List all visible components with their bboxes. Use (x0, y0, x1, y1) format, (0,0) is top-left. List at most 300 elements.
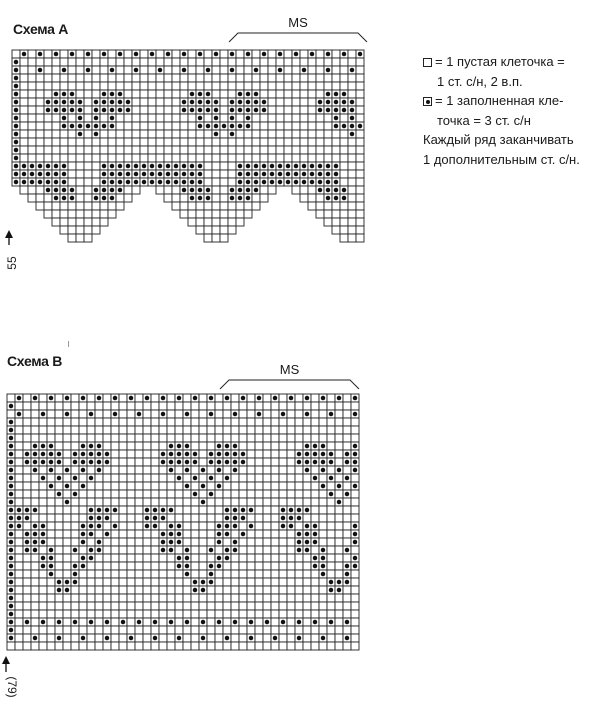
chart-b-cell (255, 538, 263, 546)
chart-a-dot (14, 180, 18, 184)
chart-b-cell (319, 602, 327, 610)
chart-a-cell (196, 146, 204, 154)
chart-a-cell (204, 154, 212, 162)
chart-b-cell (255, 618, 263, 626)
chart-b-cell (63, 514, 71, 522)
chart-b-cell (255, 514, 263, 522)
legend (423, 52, 599, 169)
chart-b-cell (71, 394, 79, 402)
chart-a-cell (172, 202, 180, 210)
chart-b-cell (287, 402, 295, 410)
chart-b-cell (191, 618, 199, 626)
chart-b-cell (143, 530, 151, 538)
chart-a-cell (124, 186, 132, 194)
chart-a-cell (36, 202, 44, 210)
chart-b-cell (231, 394, 239, 402)
chart-b-dot (353, 412, 357, 416)
chart-b-dot (305, 548, 309, 552)
chart-b-cell (47, 610, 55, 618)
chart-b-cell (327, 506, 335, 514)
chart-b-dot (41, 460, 45, 464)
chart-b-cell (55, 602, 63, 610)
chart-b-cell (215, 578, 223, 586)
chart-a-cell (204, 162, 212, 170)
chart-b-cell (175, 498, 183, 506)
chart-b-cell (327, 642, 335, 650)
chart-b-cell (23, 634, 31, 642)
chart-b-cell (159, 578, 167, 586)
chart-a-cell (52, 202, 60, 210)
chart-b-cell (23, 642, 31, 650)
chart-b-cell (95, 618, 103, 626)
chart-a-cell (300, 74, 308, 82)
chart-a-dot (334, 172, 338, 176)
chart-b-cell (207, 434, 215, 442)
chart-b-dot (81, 532, 85, 536)
chart-b-cell (103, 586, 111, 594)
chart-a-dot (270, 172, 274, 176)
chart-b-dot (225, 444, 229, 448)
chart-b-cell (135, 490, 143, 498)
chart-b-dot (97, 396, 101, 400)
chart-b-cell (159, 418, 167, 426)
chart-b-cell (247, 514, 255, 522)
chart-b-cell (159, 610, 167, 618)
chart-b-cell (103, 482, 111, 490)
chart-b-cell (95, 578, 103, 586)
chart-b-dot (89, 412, 93, 416)
chart-b-cell (207, 442, 215, 450)
chart-b-dot (233, 540, 237, 544)
chart-a-cell (116, 194, 124, 202)
chart-a-dot (214, 108, 218, 112)
chart-b-cell (247, 554, 255, 562)
chart-b-cell (287, 562, 295, 570)
chart-b-cell (151, 610, 159, 618)
chart-a-dot (94, 108, 98, 112)
chart-a-cell (76, 162, 84, 170)
chart-a-cell (116, 122, 124, 130)
chart-a-cell (332, 146, 340, 154)
chart-a-title: Схема A (13, 21, 69, 37)
chart-b-cell (231, 474, 239, 482)
chart-b-dot (9, 636, 13, 640)
chart-b-dot (321, 444, 325, 448)
chart-b-cell (327, 426, 335, 434)
chart-b-dot (9, 588, 13, 592)
chart-a-cell (132, 154, 140, 162)
chart-a-cell (356, 178, 364, 186)
chart-b-cell (199, 522, 207, 530)
chart-b-dot (41, 540, 45, 544)
chart-b-cell (239, 578, 247, 586)
chart-b-cell (119, 410, 127, 418)
chart-a-dot (350, 108, 354, 112)
chart-b-cell (239, 490, 247, 498)
chart-a-dot (94, 196, 98, 200)
chart-b-cell (15, 402, 23, 410)
chart-b-cell (343, 434, 351, 442)
chart-b-cell (239, 474, 247, 482)
chart-a-cell (356, 210, 364, 218)
chart-a-cell (260, 130, 268, 138)
chart-b-cell (119, 610, 127, 618)
chart-a-dot (150, 164, 154, 168)
chart-b-cell (351, 434, 359, 442)
chart-a-cell (84, 98, 92, 106)
chart-b-cell (119, 474, 127, 482)
chart-b-cell (191, 466, 199, 474)
chart-a-cell (356, 130, 364, 138)
chart-b-dot (353, 524, 357, 528)
chart-a-dot (278, 172, 282, 176)
chart-b-cell (39, 426, 47, 434)
chart-a-dot (230, 188, 234, 192)
chart-b-cell (23, 570, 31, 578)
chart-b-cell (111, 514, 119, 522)
chart-a-cell (332, 226, 340, 234)
chart-a-dot (310, 180, 314, 184)
chart-a-cell (100, 154, 108, 162)
chart-b-cell (87, 482, 95, 490)
chart-b-cell (135, 586, 143, 594)
chart-b-dot (177, 452, 181, 456)
chart-b-cell (263, 586, 271, 594)
chart-b-cell (207, 402, 215, 410)
chart-a-cell (68, 162, 76, 170)
chart-b-dot (81, 468, 85, 472)
chart-b-cell (231, 642, 239, 650)
chart-b-cell (279, 450, 287, 458)
chart-b-cell (287, 546, 295, 554)
chart-b-cell (79, 402, 87, 410)
chart-b-cell (127, 642, 135, 650)
chart-b-cell (111, 530, 119, 538)
chart-b-cell (263, 570, 271, 578)
chart-b-cell (167, 626, 175, 634)
chart-b-cell (15, 626, 23, 634)
chart-b-cell (39, 610, 47, 618)
chart-b-dot (321, 452, 325, 456)
chart-a-dot (54, 180, 58, 184)
chart-a-cell (220, 210, 228, 218)
chart-b-cell (191, 570, 199, 578)
chart-a-dot (326, 68, 330, 72)
chart-b-dot (313, 620, 317, 624)
chart-b-dot (9, 460, 13, 464)
chart-a-dot (238, 180, 242, 184)
chart-a-dot (190, 100, 194, 104)
chart-b-cell (39, 506, 47, 514)
chart-b-cell (175, 546, 183, 554)
chart-b-cell (103, 546, 111, 554)
chart-a-cell (316, 154, 324, 162)
chart-b-cell (39, 626, 47, 634)
chart-b-cell (215, 434, 223, 442)
chart-b-cell (239, 418, 247, 426)
chart-a-dot (102, 180, 106, 184)
chart-b-cell (199, 514, 207, 522)
chart-a-cell (180, 130, 188, 138)
chart-b-cell (159, 442, 167, 450)
chart-a-ms-bracket-line (229, 33, 367, 42)
chart-a-dot (262, 100, 266, 104)
chart-b-dot (321, 460, 325, 464)
chart-b-cell (271, 418, 279, 426)
chart-b-dot (9, 564, 13, 568)
chart-b-dot (193, 588, 197, 592)
chart-b-dot (209, 572, 213, 576)
chart-b-cell (263, 506, 271, 514)
chart-a-cell (292, 106, 300, 114)
chart-b-cell (351, 618, 359, 626)
chart-b-dot (249, 620, 253, 624)
chart-a-dot (246, 180, 250, 184)
chart-b-cell (47, 490, 55, 498)
chart-b-cell (263, 602, 271, 610)
chart-a-dot (190, 196, 194, 200)
chart-b-dot (145, 508, 149, 512)
chart-b-cell (119, 458, 127, 466)
chart-b-dot (57, 588, 61, 592)
chart-a-dot (62, 180, 66, 184)
chart-b-cell (231, 482, 239, 490)
chart-a-dot (246, 92, 250, 96)
chart-b-cell (79, 642, 87, 650)
chart-a-cell (316, 138, 324, 146)
chart-b-cell (151, 450, 159, 458)
chart-a-cell (92, 90, 100, 98)
chart-b-cell (159, 466, 167, 474)
chart-b-dot (289, 524, 293, 528)
chart-b-cell (231, 490, 239, 498)
chart-b-cell (239, 402, 247, 410)
chart-b-cell (79, 626, 87, 634)
chart-b-cell (39, 546, 47, 554)
chart-b-dot (33, 460, 37, 464)
chart-a-dot (246, 100, 250, 104)
chart-a-cell (132, 106, 140, 114)
chart-b-dot (161, 396, 165, 400)
chart-a-cell (260, 154, 268, 162)
chart-b-cell (343, 602, 351, 610)
chart-b-dot (337, 588, 341, 592)
chart-b-dot (185, 564, 189, 568)
chart-a-dot (62, 108, 66, 112)
chart-a-cell (28, 122, 36, 130)
chart-b-dot (257, 396, 261, 400)
chart-a-cell (132, 58, 140, 66)
chart-b-cell (135, 466, 143, 474)
chart-b-cell (159, 554, 167, 562)
chart-b-dot (297, 452, 301, 456)
chart-b-cell (175, 402, 183, 410)
chart-b-cell (135, 594, 143, 602)
chart-a-cell (316, 130, 324, 138)
chart-b-cell (111, 610, 119, 618)
chart-b-cell (303, 498, 311, 506)
chart-b-dot (241, 452, 245, 456)
chart-a-cell (252, 58, 260, 66)
chart-b-cell (111, 482, 119, 490)
chart-a-cell (356, 186, 364, 194)
chart-b-cell (287, 626, 295, 634)
chart-a-cell (348, 162, 356, 170)
chart-a-cell (292, 138, 300, 146)
chart-b-dot (41, 412, 45, 416)
chart-b-cell (271, 426, 279, 434)
chart-b-cell (207, 506, 215, 514)
chart-b-dot (345, 572, 349, 576)
chart-a-cell (132, 138, 140, 146)
chart-b-cell (231, 562, 239, 570)
chart-b-cell (135, 562, 143, 570)
chart-b-cell (119, 482, 127, 490)
chart-b-cell (47, 618, 55, 626)
chart-b-cell (351, 642, 359, 650)
chart-b-cell (287, 586, 295, 594)
chart-a-cell (300, 122, 308, 130)
chart-a-dot (206, 108, 210, 112)
chart-b-cell (31, 626, 39, 634)
chart-b-cell (63, 506, 71, 514)
chart-a-cell (340, 202, 348, 210)
chart-b-cell (199, 426, 207, 434)
chart-b-cell (319, 530, 327, 538)
chart-b-cell (167, 578, 175, 586)
chart-b-cell (223, 402, 231, 410)
chart-b-cell (47, 586, 55, 594)
chart-b-cell (303, 586, 311, 594)
chart-b-cell (151, 586, 159, 594)
chart-a-cell (212, 90, 220, 98)
chart-b-dot (81, 524, 85, 528)
chart-a-dot (318, 100, 322, 104)
chart-b-cell (271, 570, 279, 578)
chart-b-cell (119, 418, 127, 426)
chart-b-cell (39, 490, 47, 498)
chart-b-cell (103, 426, 111, 434)
chart-a-cell (204, 50, 212, 58)
chart-b-cell (71, 602, 79, 610)
chart-b-cell (335, 402, 343, 410)
chart-b-dot (9, 508, 13, 512)
chart-a-cell (244, 58, 252, 66)
chart-b-cell (239, 410, 247, 418)
chart-a-dot (198, 180, 202, 184)
chart-a-dot (46, 108, 50, 112)
chart-a-dot (70, 100, 74, 104)
chart-b-cell (271, 562, 279, 570)
chart-a-cell (116, 154, 124, 162)
chart-b-cell (63, 538, 71, 546)
chart-b-cell (247, 450, 255, 458)
chart-a-cell (180, 74, 188, 82)
chart-a-cell (116, 130, 124, 138)
chart-b-cell (103, 602, 111, 610)
chart-b-dot (41, 476, 45, 480)
chart-b-dot (177, 396, 181, 400)
chart-b-cell (295, 626, 303, 634)
chart-b-cell (71, 442, 79, 450)
chart-a-dot (262, 52, 266, 56)
chart-b-cell (327, 482, 335, 490)
chart-b-cell (95, 434, 103, 442)
chart-b-cell (15, 634, 23, 642)
chart-b-cell (151, 418, 159, 426)
chart-b-cell (31, 434, 39, 442)
chart-b-dot (89, 508, 93, 512)
chart-b-cell (199, 410, 207, 418)
chart-a-cell (20, 146, 28, 154)
chart-b-cell (223, 618, 231, 626)
chart-b-cell (111, 538, 119, 546)
chart-b-dot (353, 564, 357, 568)
chart-a-dot (206, 188, 210, 192)
chart-a-dot (62, 188, 66, 192)
chart-a-cell (220, 226, 228, 234)
chart-b-cell (199, 602, 207, 610)
chart-a-dot (118, 188, 122, 192)
chart-b-cell (167, 426, 175, 434)
chart-b-cell (255, 466, 263, 474)
chart-a-cell (36, 82, 44, 90)
chart-b-cell (207, 482, 215, 490)
chart-a-dot (38, 68, 42, 72)
chart-a-cell (180, 90, 188, 98)
chart-b-dot (209, 564, 213, 568)
chart-b-cell (239, 426, 247, 434)
chart-b-cell (111, 450, 119, 458)
chart-b-cell (223, 586, 231, 594)
chart-b-dot (73, 620, 77, 624)
chart-b-cell (15, 562, 23, 570)
chart-a-cell (212, 178, 220, 186)
chart-b-cell (111, 402, 119, 410)
chart-a-dot (206, 124, 210, 128)
chart-a-cell (356, 66, 364, 74)
chart-a-cell (108, 130, 116, 138)
chart-b-cell (287, 482, 295, 490)
chart-a-cell (84, 178, 92, 186)
chart-a-dot (294, 164, 298, 168)
chart-b-cell (167, 514, 175, 522)
chart-a-cell (308, 98, 316, 106)
chart-b-cell (279, 458, 287, 466)
chart-b-cell (119, 594, 127, 602)
chart-a-cell (300, 146, 308, 154)
chart-b-cell (79, 546, 87, 554)
chart-a-cell (84, 130, 92, 138)
chart-b-cell (119, 554, 127, 562)
chart-b-dot (161, 540, 165, 544)
chart-a-cell (36, 58, 44, 66)
chart-a-dot (198, 124, 202, 128)
chart-a-cell (164, 82, 172, 90)
chart-b-dot (241, 460, 245, 464)
chart-b-cell (151, 482, 159, 490)
chart-b-dot (33, 636, 37, 640)
chart-b-dot (33, 524, 37, 528)
chart-a-cell (92, 74, 100, 82)
chart-b-cell (63, 618, 71, 626)
chart-b-cell (111, 554, 119, 562)
chart-b-dot (49, 548, 53, 552)
chart-a-dot (190, 108, 194, 112)
chart-b-ms-bracket-label: MS (279, 362, 300, 377)
chart-b-dot (297, 548, 301, 552)
chart-a-dot (150, 172, 154, 176)
